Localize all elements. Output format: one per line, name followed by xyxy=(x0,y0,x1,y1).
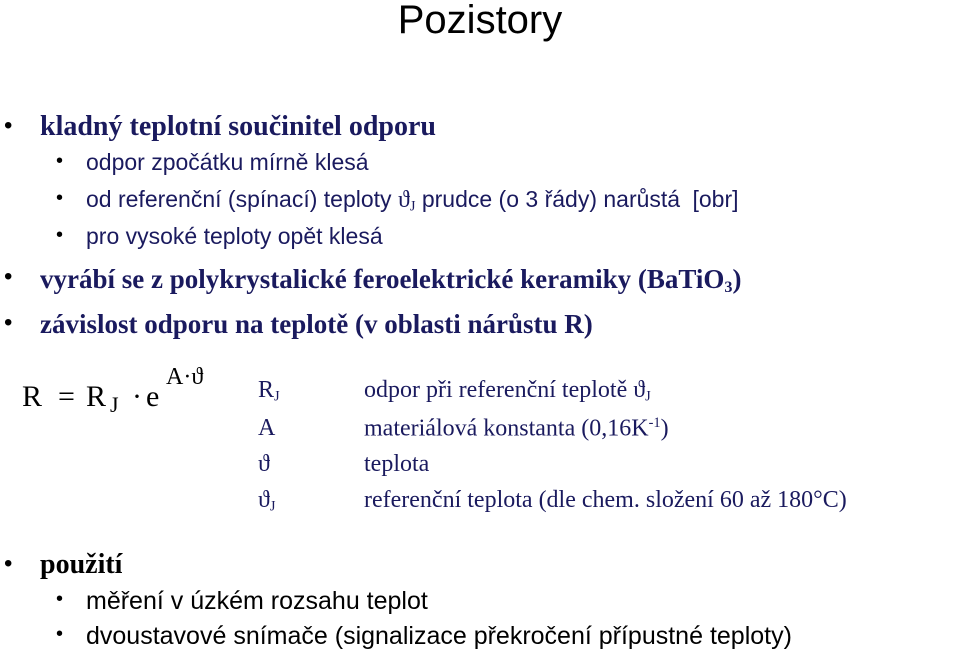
legend-description: materiálová konstanta $(0,16K^{-1})$ xyxy=(364,415,669,442)
bullet-dot: • xyxy=(4,309,13,336)
sub-bullet-text: měření v úzkém rozsahu teplot xyxy=(86,587,428,615)
legend-symbol: $R_J$ xyxy=(258,377,280,405)
bullet-heading: použití xyxy=(40,549,123,580)
legend-symbol: ϑ xyxy=(258,451,270,477)
theta-symbol: $ϑ_J$ xyxy=(397,187,416,215)
legend-symbol: $ϑ_J$ xyxy=(258,487,276,515)
legend-description: referenční teplota (dle chem. složení 60 až 180°C) xyxy=(364,487,847,513)
legend-symbol: A xyxy=(258,415,276,441)
page-title: Pozistory xyxy=(397,0,563,42)
sub-bullet-text xyxy=(86,188,739,214)
bullet-dot: • xyxy=(56,150,64,172)
bullet-heading: kladný teplotní součinitel odporu xyxy=(40,111,436,142)
bullet-dot: • xyxy=(56,224,64,246)
bullet-dot: • xyxy=(56,588,64,610)
bullet-heading: vyrábí se z polykrystalické feroelektrické keramiky (BaTiO$_3$) xyxy=(40,264,742,297)
legend-description: teplota xyxy=(364,451,430,477)
sub-bullet-text: dvoustavové snímače (signalizace překročení přípustné teploty) xyxy=(86,622,792,650)
bullet-dot: • xyxy=(56,187,64,209)
legend-description: odpor při referenční teplotě $ϑ_J$ xyxy=(364,377,651,405)
sub-bullet-text-rest: prudce (o 3 řády) narůstá xyxy=(415,186,681,212)
formula-exp: A·ϑ xyxy=(166,364,204,390)
sub-bullet-text: pro vysoké teploty opět klesá xyxy=(86,223,383,249)
formula-dot: · xyxy=(132,380,142,413)
sub-bullet-text: odpor zpočátku mírně klesá xyxy=(86,149,369,175)
bullet-dot: • xyxy=(4,112,13,139)
formula-eq: = xyxy=(58,380,75,413)
formula-rj-sub: J xyxy=(110,392,119,417)
formula-r: R xyxy=(22,380,43,413)
sub-bullet-text-part: od referenční (spínací) teploty xyxy=(86,186,392,212)
bullet-dot: • xyxy=(4,263,13,290)
bullet-heading: závislost odporu na teplotě (v oblasti nárůstu R) xyxy=(40,309,593,339)
bullet-dot: • xyxy=(56,623,64,645)
obr-link[interactable]: [obr] xyxy=(692,186,739,212)
bullet-dot: • xyxy=(4,550,13,577)
formula-rj: R xyxy=(86,380,107,413)
formula-e: e xyxy=(146,380,160,413)
